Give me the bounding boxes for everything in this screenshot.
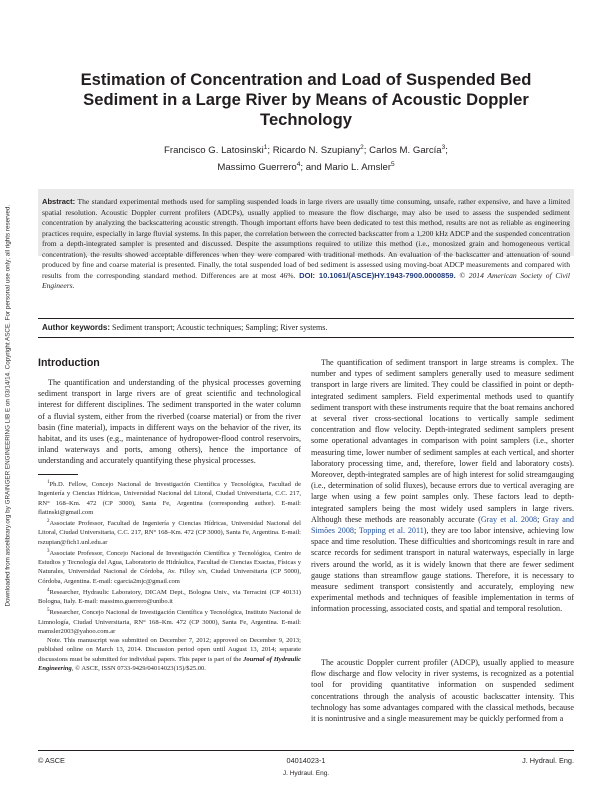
footer-copyright: © ASCE	[38, 756, 65, 765]
author-separator: ;	[363, 145, 370, 157]
body-text: The quantification of sediment transport in large streams is complex. The number and types of sediment samplers generally used to measure sediment transport in large rivers are limited. They could be classified in point or depth-integrated sediment samplers. Field experimental methods used to quantify sediment transport with these instruments require that the boat remains anchored at several river cross-sectional locations to vertically sample sediment concentration and flow velocity. Depth-integrated sediment samplers present some operational advantages in comparison with point samplers (i.e., shorter measuring time, lower number of sediment samples at each vertical, and shorter laboratory processing time, and, therefore, lower field and laboratory costs). Moreover, depth-integrated samples are of high interest for solid streamgauging (i.e., determination of solid fluxes), because errors due to vertical averaging are large when using a few point samples only. These factors lead to depth-integrated samplers being the most widely used samplers in large rivers. Although these methods are reasonably accurate (	[311, 358, 574, 524]
footer-journal: J. Hydraul. Eng.	[522, 756, 574, 765]
author-affiliation-mark: 1	[263, 144, 268, 151]
body-text: ), they are too labor intensive, achieving low space and time resolution. These difficulties and shortcomings result in rare and scarce records for sediment transport in natural waterways, especially in large rivers around the world, as it is widely known that there are fewer sediment gauge stations than streamflow gauge stations. Therefore, it is necessary to measure sediment transport consistently and accurately, employing new experimental methods and techniques of feasible implementation in terms of information processing, associated costs, and spatial and temporal resolution.	[311, 526, 574, 614]
divider	[38, 318, 574, 319]
author-name[interactable]: Massimo Guerrero	[217, 161, 297, 173]
doi-link[interactable]: DOI: 10.1061/(ASCE)HY.1943-7900.0000859.	[299, 270, 456, 280]
author-affiliation-mark: 3	[441, 144, 446, 151]
citation-link[interactable]: Gray and Simões 2008	[311, 514, 574, 536]
paper-title: Estimation of Concentration and Load of Suspended Bed Sediment in a Large River by Means of Acoustic Doppler Technology	[80, 70, 532, 129]
section-heading: Introduction	[38, 357, 100, 369]
author-affiliation-mark: 4	[296, 160, 301, 168]
footnote: $^4$Researcher, Hydraulic Laboratory, DICAM Dept., Bologna Univ., via Terracini (CP 40131) Bologna, Italy. E-mail: massimo.guerrero@unibo.it	[38, 587, 301, 606]
citation-link[interactable]: Topping et al. 2011	[358, 526, 424, 536]
copyright-notice: © 2014 American Society of Civil Engineers.	[42, 270, 570, 291]
divider	[38, 337, 574, 338]
footnote-rule	[38, 474, 78, 475]
keywords-label: Author keywords:	[42, 323, 111, 332]
note-text: , © ASCE, ISSN 0733-9429/04014023(15)/$25.00.	[71, 664, 206, 672]
footnotes	[38, 478, 301, 673]
footnote-text: Ph.D. Fellow, Concejo Nacional de Investigación Científica y Tecnológica, Facultad de Ingeniería y Ciencias Hídricas, Universidad Nacional del Litoral, Ciudad Universitaria, C.C. 217, RN° 168–Km. 472 (CP 3000), Santa Fe, Argentina (corresponding author). E-mail: flatinski@gmail.com	[38, 481, 301, 516]
footnote: $^2$Associate Professor, Facultad de Ingeniería y Ciencias Hídricas, Universidad Nacional del Litoral, Ciudad Universitaria, C.C. 217, RN° 168–Km. 472 (CP 3000), Santa Fe, Argentina. E-mail: rszupian@fich1.unl.edu.ar	[38, 518, 301, 546]
author-name[interactable]: Mario L. Amsler	[324, 161, 392, 173]
footnote: $^5$Researcher, Concejo Nacional de Investigación Científica y Tecnológica, Instituto Nacional de Limnología, Ciudad Universitaria, RN° 168–Km. 472 (CP 3000), Santa Fe, Argentina. E-mail: mamsler2003@yahoo.com.ar	[38, 608, 301, 635]
abstract-label: Abstract:	[42, 197, 76, 206]
author-name[interactable]: Ricardo N. Szupiany	[272, 145, 361, 157]
abstract	[42, 197, 570, 292]
body-paragraph: The acoustic Doppler current profiler (ADCP), usually applied to measure flow discharge and flow velocity in river systems, is recognized as a potential tool for providing quantitative information on suspended sediment concentrations through the analysis of acoustic backscatter intensity. This technology has some advantages compared with the classical methods, because it is nonintrusive and a single measurement may be quickly performed from a	[311, 658, 574, 724]
footnote-text: Researcher, Hydraulic Laboratory, DICAM Dept., Bologna Univ., via Terracini (CP 40131) Bologna, Italy. E-mail: massimo.guerrero@unibo.it	[38, 588, 301, 606]
download-watermark: Downloaded from ascelibrary.org by GRAINGER ENGINEERING LIB E on 03/14/14. Copyright ASCE. For personal use only; all rights reserved.	[4, 204, 12, 607]
footnote-text: Associate Professor, Concejo Nacional de Investigación Científica y Tecnológica, Centro de Estudios y Tecnología del Agua, Laboratorio de Hidráulica, Facultad de Ciencias Exactas, Físicas y Naturales, Universidad Nacional de Córdoba, Av. Filloy s/n, Ciudad Universitaria (CP 5000), Córdoba, Argentina. E-mail: cgarcia2mjc@gmail.com	[38, 549, 301, 585]
journal-name: Journal of Hydraulic Engineering	[38, 655, 301, 672]
citation-separator: ;	[353, 526, 359, 536]
citation-link[interactable]: Gray et al. 2008	[480, 514, 538, 524]
footnote-text: Researcher, Concejo Nacional de Investigación Científica y Tecnológica, Instituto Nacional de Limnología, Ciudad Universitaria, RN° 168–Km. 472 (CP 3000), Santa Fe, Argentina. E-mail: mamsler2003@yahoo.com.ar	[38, 609, 301, 635]
keywords	[42, 323, 570, 332]
body-paragraph	[311, 357, 574, 615]
footnote-text: Associate Professor, Facultad de Ingeniería y Ciencias Hídricas, Universidad Nacional del Litoral, Ciudad Universitaria, C.C. 217, RN° 168–Km. 472 (CP 3000), Santa Fe, Argentina. E-mail: rszupian@fich1.unl.edu.ar	[38, 520, 301, 546]
abstract-text: The standard experimental methods used for sampling suspended loads in large rivers are usually time consuming, unsafe, rather expensive, and have a limited spatial resolution. Acoustic Doppler current profilers (ADCPs), usually applied to measure the flow discharge, may also be used to assess the suspended sediment concentration by analyzing the backscattering acoustic strength. Though important efforts have been dedicated to test this method, results are not as reliable as engineering practices require, especially in large fluvial systems. In this paper, the correlation between the corrected backscatter from a 1,200 kHz ADCP and the suspended concentration from a depth-integrated sampler is presented and discussed. Despite the assumptions required to utilize this method (i.e., monosized grain and homogeneous vertical concentration), the results showed acceptable differences when they were compared with traditional methods. An evaluation of the backscatter and attenuation of sound produced by fine and coarse material is presented. Finally, the total suspended load of bed sediment is assessed using moving-boat ADCP measurements and compared with results from the corresponding standard method. Differences are at most 46%.	[42, 197, 570, 280]
footnote: $^3$Associate Professor, Concejo Nacional de Investigación Científica y Tecnológica, Centro de Estudios y Tecnología del Agua, Laboratorio de Hidráulica, Facultad de Ciencias Exactas, Físicas y Naturales, Universidad Nacional de Córdoba, Av. Filloy s/n, Ciudad Universitaria (CP 5000), Córdoba, Argentina. E-mail: cgarcia2mjc@gmail.com	[38, 548, 301, 585]
author-separator: ; and	[300, 161, 325, 173]
journal-footer: J. Hydraul. Eng.	[282, 770, 330, 777]
page-number: 04014023-1	[286, 756, 326, 765]
note-text: Note. This manuscript was submitted on December 7, 2012; approved on December 9, 2013; published online on March 13, 2014. Discussion period open until August 13, 2014; separate discussions must be submitted for individual papers. This paper is part of the	[38, 637, 301, 663]
author-affiliation-mark: 5	[391, 160, 395, 168]
author-affiliation-mark: 2	[360, 144, 364, 151]
manuscript-note	[38, 636, 301, 673]
intro-paragraph: The quantification and understanding of the physical processes governing sediment transport in large rivers are of great scientific and technological interest for different disciplines. The sediment transported in the water column of a fluvial system, either from the riverbed (coarse material) or from the river basin (fine material), impacts in different ways on the behavior of the river, its habitat, and its uses (e.g., maintenance of hydropower-flood control reservoirs, inland waterways and ports, among others), hence the importance of understanding and accurately quantifying these physical processes.	[38, 378, 301, 466]
author-list: Francisco G. Latosinski$^1$; Ricardo N. Szupiany$^2$; Carlos M. García$^3$; Massimo Guerrero$^4$; and Mario L. Amsler$^5$	[164, 144, 448, 173]
citation-separator: ;	[537, 514, 543, 524]
author-name[interactable]: Francisco G. Latosinski	[164, 145, 264, 157]
keywords-text: Sediment transport; Acoustic techniques; Sampling; River systems.	[112, 323, 328, 332]
author-name[interactable]: Carlos M. García	[369, 145, 442, 157]
author-separator: ;	[267, 145, 273, 157]
footer-rule	[38, 750, 574, 751]
footnote: $^1$Ph.D. Fellow, Concejo Nacional de Investigación Científica y Tecnológica, Facultad de Ingeniería y Ciencias Hídricas, Universidad Nacional del Litoral, Ciudad Universitaria, C.C. 217, RN° 168–Km. 472 (CP 3000), Santa Fe, Argentina (corresponding author). E-mail: flatinski@gmail.com	[38, 480, 301, 516]
